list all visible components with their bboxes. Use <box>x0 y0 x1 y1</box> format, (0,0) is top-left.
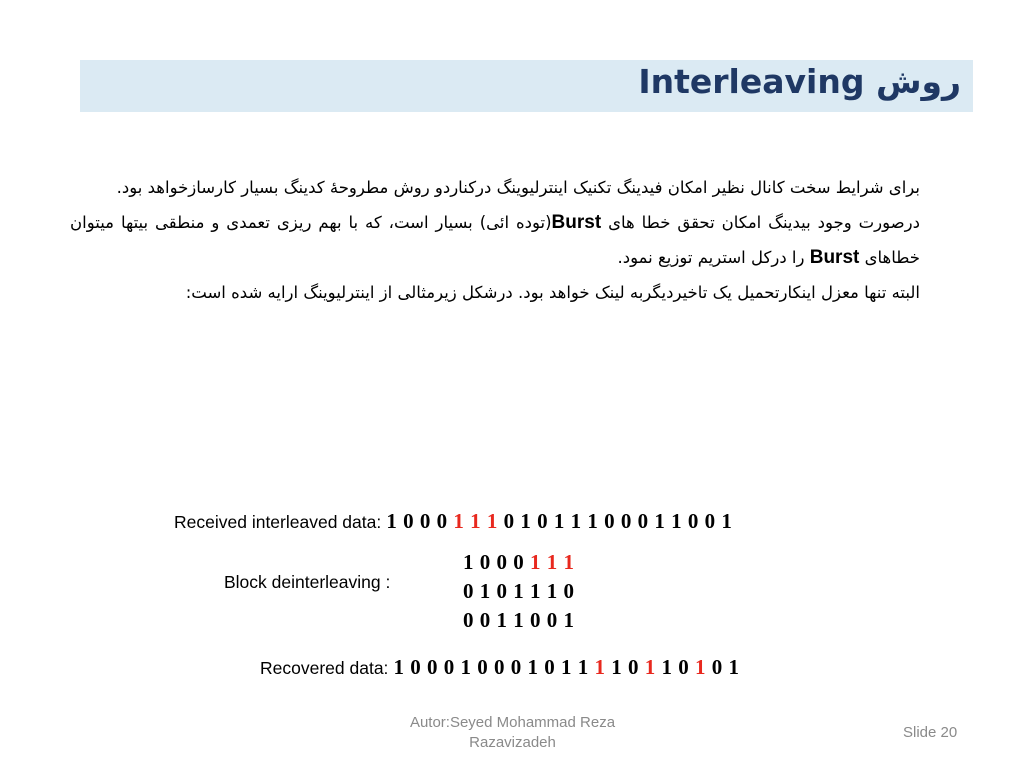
slide-title: Interleaving روش <box>638 62 961 101</box>
paragraph-2-text-c: را درکل استریم توزیع نمود. <box>617 248 810 267</box>
highlighted-bits: 1 <box>695 655 707 679</box>
bits-segment: 1 0 <box>655 655 696 679</box>
recovered-label: Recovered data: <box>260 658 389 678</box>
recovered-bits <box>394 655 740 679</box>
bits-segment: 0 0 1 1 0 0 1 <box>463 608 575 632</box>
bits-segment: 0 1 <box>706 655 740 679</box>
burst-term: Burst <box>809 247 860 268</box>
recovered-row <box>260 655 740 680</box>
block-row <box>463 548 575 577</box>
highlighted-bits: 1 <box>644 655 656 679</box>
bits-segment: 1 0 0 0 1 0 0 0 1 0 1 1 <box>393 655 595 679</box>
slide-number: Slide 20 <box>903 724 958 741</box>
burst-term: Burst <box>551 212 602 233</box>
footer-author: Autor:Seyed Mohammad Reza Razavizadeh <box>409 714 616 751</box>
title-bar <box>80 60 973 112</box>
paragraph-2-text-b: (توده ائی) بسیار است، که با بهم ریزی تعمدی و منطقی بیتها میتوان خطاهای <box>70 213 920 267</box>
highlighted-bits: 1 <box>594 655 606 679</box>
block-row <box>463 606 575 635</box>
block-label-row <box>224 572 390 593</box>
bits-segment: 0 1 0 1 1 1 0 <box>463 579 575 603</box>
received-row <box>174 509 732 534</box>
body-text <box>70 170 920 310</box>
paragraph-3-text: البته تنها معزل اینکارتحمیل یک تاخیردیگربه لینک خواهد بود. درشکل زیرمثالی از اینترلیوینگ ارایه شده است: <box>185 283 920 302</box>
bits-segment: 0 1 0 1 1 1 0 0 0 1 1 0 0 1 <box>497 509 733 533</box>
paragraph-2 <box>70 205 920 275</box>
paragraph-3 <box>70 275 920 310</box>
block-label: Block deinterleaving : <box>224 572 391 592</box>
received-bits <box>386 509 732 533</box>
block-row <box>463 577 575 606</box>
block-matrix <box>463 548 575 635</box>
highlighted-bits: 1 1 1 <box>453 509 498 533</box>
paragraph-1-text: برای شرایط سخت کانال نظیر امکان فیدینگ تکنیک اینترلیوینگ درکناردو روش مطروحهٔ کدینگ بسیار کارسازخواهد بود. <box>116 178 920 197</box>
paragraph-1 <box>70 170 920 205</box>
received-label: Received interleaved data: <box>174 512 382 532</box>
bits-segment: 1 0 <box>605 655 645 679</box>
bits-segment: 1 0 0 0 <box>463 550 530 574</box>
paragraph-2-text-a: درصورت وجود بیدینگ امکان تحقق خطا های <box>601 213 920 232</box>
highlighted-bits: 1 1 1 <box>530 550 575 574</box>
bits-segment: 1 0 0 0 <box>386 509 454 533</box>
